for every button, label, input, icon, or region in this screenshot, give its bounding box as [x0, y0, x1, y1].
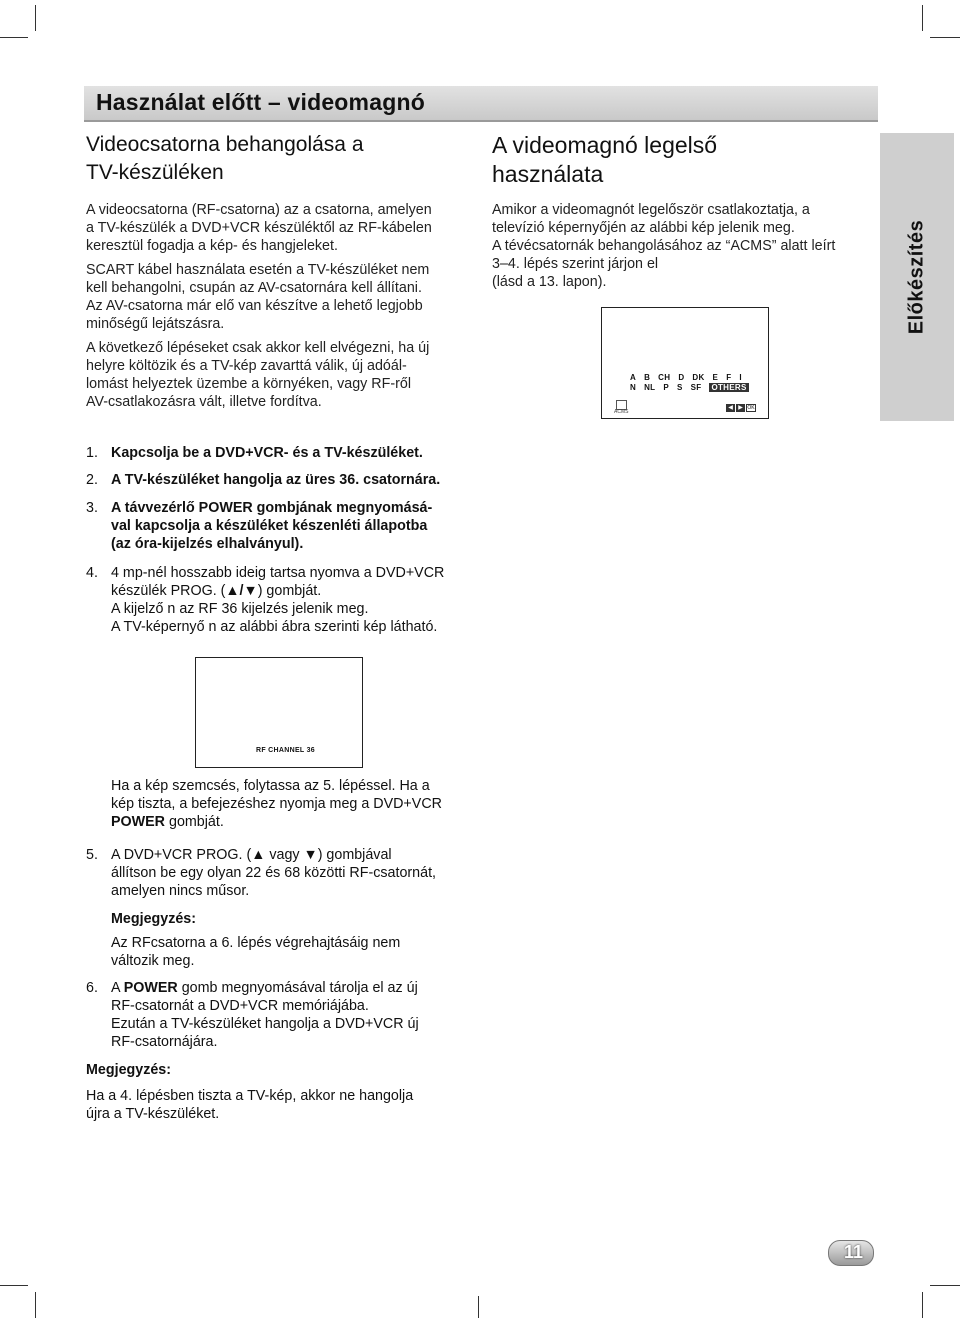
- crop-mark: [930, 1285, 960, 1286]
- right-section-body: Amikor a videomagnót legelőször csatlakoztatja, a televízió képernyőjén az alábbi kép jelenik meg. A tévécsatornák behangolásához az “ACMS” alatt leírt 3–4. lépés szerint járjon el (lásd a 13. lapon).: [492, 202, 836, 290]
- crop-mark: [0, 37, 28, 38]
- crop-mark: [0, 1285, 28, 1286]
- others-option: OTHERS: [711, 383, 747, 392]
- arrow-right-icon: ▶: [736, 404, 745, 412]
- paragraph: SCART kábel használata esetén a TV-készüléket nem kell behangolni, csupán az AV-csatornára kell állítani. Az AV-csatorna már elő van készítve a lehető legjobb minőségű lejátszásra.: [86, 262, 430, 332]
- paragraph: A videocsatorna (RF-csatorna) az a csatorna, amelyen a TV-készülék a DVD+VCR készüléktől az RF-kábelen keresztül fogadja a kép- és hangjeleket.: [86, 202, 432, 254]
- up-down-arrows-icon: ▲/▼: [225, 583, 258, 599]
- rf-channel-readout: RF CHANNEL 36: [256, 747, 316, 754]
- step-1: 1. Kapcsolja be a DVD+VCR- és a TV-készüléket.: [86, 445, 423, 461]
- country-row-2: N NL P S SF OTHERS: [630, 383, 747, 392]
- section-tab-label: Előkészítés: [905, 219, 928, 335]
- down-arrow-icon: ▼: [303, 847, 318, 863]
- page-number: 11: [843, 1242, 863, 1262]
- note-2: Megjegyzés: Ha a 4. lépésben tiszta a TV-kép, akkor ne hangolja újra a TV-készüléket.: [86, 1061, 506, 1123]
- note-1: Megjegyzés: Az RFcsatorna a 6. lépés végrehajtásáig nem változik meg.: [86, 910, 506, 970]
- arrow-left-icon: ◀: [726, 404, 735, 412]
- step-4: 4. 4 mp-nél hosszabb ideig tartsa nyomva a DVD+VCR készülék PROG. (▲/▼) gombját. A kijelző n az RF 36 kijelzés jelenik meg. A TV-képernyő n az alábbi ábra szerinti kép látható.: [86, 565, 445, 635]
- acms-icon-label: ACMS: [614, 409, 629, 415]
- step-2: 2. A TV-készüléket hangolja az üres 36. csatornára.: [86, 472, 441, 488]
- crop-mark: [478, 1296, 479, 1318]
- crop-mark: [35, 5, 36, 31]
- step-3: 3. A távvezérlő POWER gombjának megnyomásá- val kapcsolja a készüléket készenléti állapotba (az óra-kijelzés elhalványul).: [86, 500, 433, 552]
- section-tab: [880, 133, 954, 421]
- crop-mark: [922, 5, 923, 31]
- tv-screen-rf-channel: [195, 657, 363, 768]
- left-section-title: Videocsatorna behangolása a TV-készüléken: [86, 133, 364, 184]
- crop-mark: [930, 37, 960, 38]
- crop-mark: [922, 1292, 923, 1318]
- left-section-body: [86, 201, 481, 417]
- right-section-title: A videomagnó legelső használata: [492, 132, 718, 187]
- page-title: Használat előtt – videomagnó: [96, 89, 425, 115]
- country-row-1: A B CH D DK E F I: [630, 373, 742, 382]
- tv-screen-country-select: [601, 307, 769, 419]
- nav-buttons: [726, 404, 756, 412]
- crop-mark: [35, 1292, 36, 1318]
- step-6: 6. A POWER gomb megnyomásával tárolja el az új RF-csatornát a DVD+VCR memóriájába. Ezután a TV-készüléket hangolja a DVD+VCR új RF-csatornájára.: [86, 980, 419, 1050]
- page-number-badge: [828, 1240, 874, 1266]
- step-5: 5. A DVD+VCR PROG. (▲ vagy ▼) gombjával állítson be egy olyan 22 és 68 közötti RF-csatornát, amelyen nincs műsor.: [86, 847, 437, 899]
- step-4-followup: Ha a kép szemcsés, folytassa az 5. lépéssel. Ha a kép tiszta, a befejezéshez nyomja meg a DVD+VCR POWER gombját.: [111, 778, 442, 830]
- note-label: Megjegyzés:: [111, 911, 197, 927]
- note-label: Megjegyzés:: [86, 1062, 172, 1078]
- paragraph: A következő lépéseket csak akkor kell elvégezni, ha új helyre költözik és a TV-kép zavarttá válik, új adóál- lomást helyeztek üzembe a környéken, vagy RF-ről AV-csatlakozásra vált, illetve fordítva.: [86, 340, 430, 410]
- up-arrow-icon: ▲: [251, 847, 266, 863]
- ok-icon: OK: [747, 405, 755, 411]
